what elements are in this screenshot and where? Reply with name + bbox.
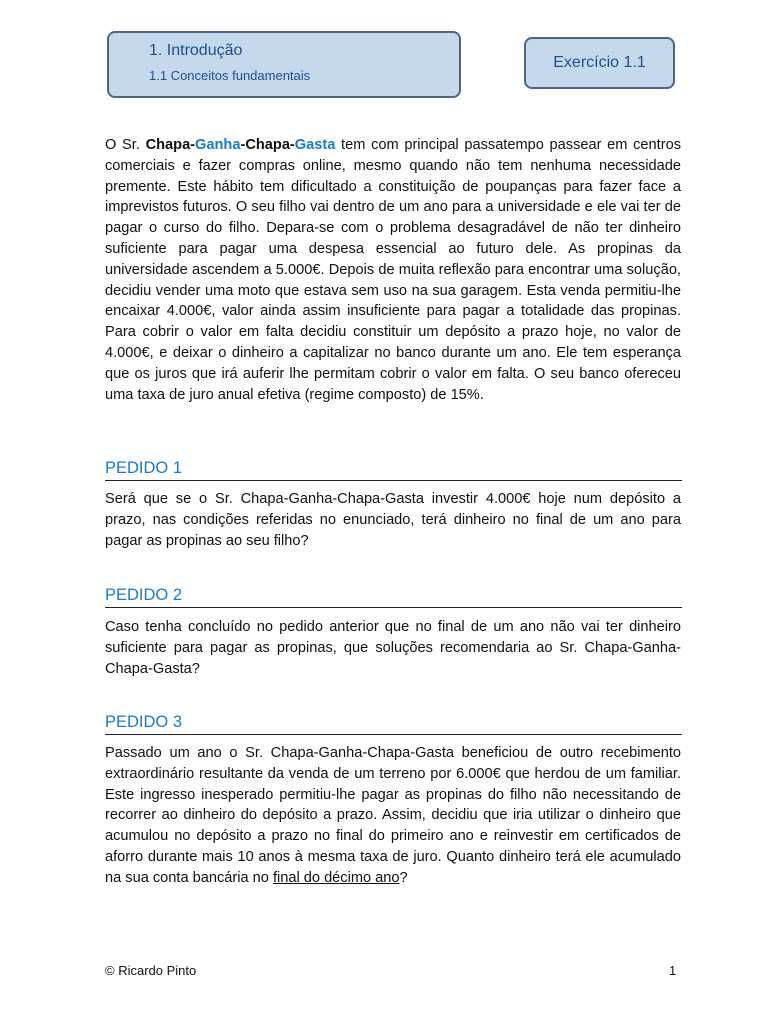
intro-paragraph bbox=[105, 135, 681, 405]
pedido-1-text: Será que se o Sr. Chapa-Ganha-Chapa-Gasta investir 4.000€ hoje num depósito a prazo, nas condições referidas no enunciado, terá dinheiro no final de um ano para pagar as propinas ao seu filho? bbox=[105, 491, 681, 549]
section-header-box bbox=[107, 31, 461, 98]
pedido-2-heading: PEDIDO 2 bbox=[105, 586, 682, 608]
pedido-3-end: ? bbox=[399, 869, 408, 886]
exercise-label-box bbox=[524, 37, 675, 89]
pedido-3-underlined: final do décimo ano bbox=[272, 869, 400, 886]
subsection-title: 1.1 Conceitos fundamentais bbox=[149, 68, 311, 83]
intro-prefix: O Sr. bbox=[105, 137, 146, 153]
intro-text: tem com principal passatempo passear em centros comerciais e fazer compras online, mesmo quando não tem nenhuma necessidade premente. Este hábito tem dificultado a constituição de poupanças para fazer face a imprevistos futuros. O seu filho vai dentro de um ano para a universidade e ele vai ter de pagar o curso do filho. Depara-se com o problema desagradável de não ter dinheiro suficiente para pagar uma despesa essencial ao futuro dele. As propinas da universidade ascendem a 5.000€. Depois de muita reflexão para encontrar uma solução, decidiu vender uma moto que estava sem uso na sua garagem. Esta venda permitiu-lhe encaixar 4.000€, valor ainda assim insuficiente para pagar a totalidade das propinas. Para cobrir o valor em falta decidiu constituir um depósito a prazo hoje, no valor de 4.000€, e deixar o dinheiro a capitalizar no banco durante um ano. Ele tem esperança que os juros que irá auferir lhe permitam cobrir o valor em falta. O seu banco ofereceu uma taxa de juro anual efetiva (regime composto) de 15%. bbox=[105, 137, 681, 403]
pedido-3-text: Passado um ano o Sr. Chapa-Ganha-Chapa-Gasta beneficiou de outro recebimento extraordinário resultante da venda de um terreno por 6.000€ que herdou de um familiar. Este ingresso inesperado permitiu-lhe pagar as propinas do filho não necessitando de recorrer ao dinheiro do depósito a prazo. Assim, decidiu que iria utilizar o dinheiro que acumulou no depósito a prazo no final do primeiro ano e reinvestir em certificados de aforro durante mais 10 anos à mesma taxa de juro. Quanto dinheiro terá ele acumulado na sua conta bancária no bbox=[105, 745, 681, 886]
footer-page-number: 1 bbox=[669, 963, 677, 978]
pedido-1-heading: PEDIDO 1 bbox=[105, 459, 682, 481]
footer-author: © Ricardo Pinto bbox=[105, 963, 197, 978]
name-part-1: Chapa- bbox=[145, 137, 196, 153]
pedido-3-paragraph bbox=[105, 743, 681, 889]
name-part-2: Ganha bbox=[195, 137, 241, 153]
name-part-4: Gasta bbox=[294, 137, 336, 153]
pedido-3-heading: PEDIDO 3 bbox=[105, 713, 682, 735]
exercise-title: Exercício 1.1 bbox=[553, 54, 646, 71]
name-part-3: -Chapa- bbox=[240, 137, 295, 153]
pedido-2-text: Caso tenha concluído no pedido anterior que no final de um ano não vai ter dinheiro suficiente para pagar as propinas, que soluções recomendaria ao Sr. Chapa-Ganha-Chapa-Gasta? bbox=[105, 619, 681, 677]
chapter-title: 1. Introdução bbox=[149, 42, 243, 59]
